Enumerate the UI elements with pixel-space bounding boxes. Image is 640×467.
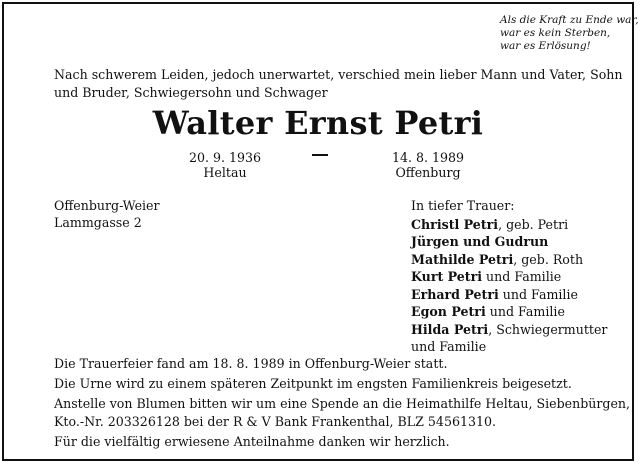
mourner-entry xyxy=(411,303,626,321)
mourner-entry xyxy=(411,251,626,269)
mourner-detail: , Schwiegermutter xyxy=(488,321,608,337)
mourner-name: Egon Petri xyxy=(411,304,486,319)
death-info xyxy=(368,150,488,180)
urn-notice: Die Urne wird zu einem späteren Zeitpunkt im engsten Familienkreis beigesetzt. xyxy=(54,376,572,391)
mourner-detail: und Familie xyxy=(498,286,578,302)
motto-line: war es kein Sterben, xyxy=(500,27,611,39)
mourner-name: Erhard Petri xyxy=(411,286,499,302)
mourners-list xyxy=(411,197,626,356)
intro-text xyxy=(54,66,623,102)
mourner-name: Kurt Petri xyxy=(411,269,483,284)
mourners-heading: In tiefer Trauer: xyxy=(411,198,515,213)
motto-line: war es Erlösung! xyxy=(500,40,591,52)
mourner-entry xyxy=(411,338,626,356)
death-place: Offenburg xyxy=(395,165,461,180)
thanks-notice: Für die vielfältig erwiesene Anteilnahme danken wir herzlich. xyxy=(54,434,450,449)
motto-quote xyxy=(418,14,639,53)
address-city: Offenburg-Weier xyxy=(54,198,160,213)
address-block xyxy=(54,197,160,231)
intro-line: und Bruder, Schwiegersohn und Schwager xyxy=(54,85,328,100)
mourner-entry xyxy=(411,233,626,251)
mourner-detail: und Familie xyxy=(411,339,487,354)
mourner-detail: , geb. Roth xyxy=(513,251,584,267)
donation-notice: Anstelle von Blumen bitten wir um eine Spende an die Heimathilfe Heltau, Siebenbürgen, xyxy=(54,396,631,411)
mourner-detail: und Familie xyxy=(485,304,565,319)
motto-line: Als die Kraft zu Ende war, xyxy=(500,14,639,26)
birth-date: 20. 9. 1936 xyxy=(188,150,262,165)
mourner-entry xyxy=(411,268,626,286)
mourner-detail: und Familie xyxy=(482,269,562,284)
mourner-detail: , geb. Petri xyxy=(498,216,569,232)
mourner-entry xyxy=(411,321,626,339)
funeral-notice: Die Trauerfeier fand am 18. 8. 1989 in Offenburg-Weier statt. xyxy=(54,356,448,371)
intro-line: Nach schwerem Leiden, jedoch unerwartet, verschied mein lieber Mann und Vater, Sohn xyxy=(54,67,623,82)
closing-text xyxy=(54,355,631,451)
birth-info xyxy=(170,150,280,180)
donation-account: Kto.-Nr. 203326128 bei der R & V Bank Frankenthal, BLZ 54561310. xyxy=(54,414,497,429)
mourner-entry xyxy=(411,216,626,234)
death-date: 14. 8. 1989 xyxy=(391,150,465,165)
mourner-name: Christl Petri xyxy=(411,216,499,232)
mourner-name: Jürgen und Gudrun xyxy=(411,234,549,249)
address-street: Lammgasse 2 xyxy=(54,215,142,230)
mourner-name: Hilda Petri xyxy=(411,321,489,337)
mourner-name: Mathilde Petri xyxy=(411,251,514,267)
birth-place: Heltau xyxy=(203,165,247,180)
mourner-entry xyxy=(411,286,626,304)
deceased-name: Walter Ernst Petri xyxy=(152,104,484,142)
date-dash xyxy=(312,154,328,156)
